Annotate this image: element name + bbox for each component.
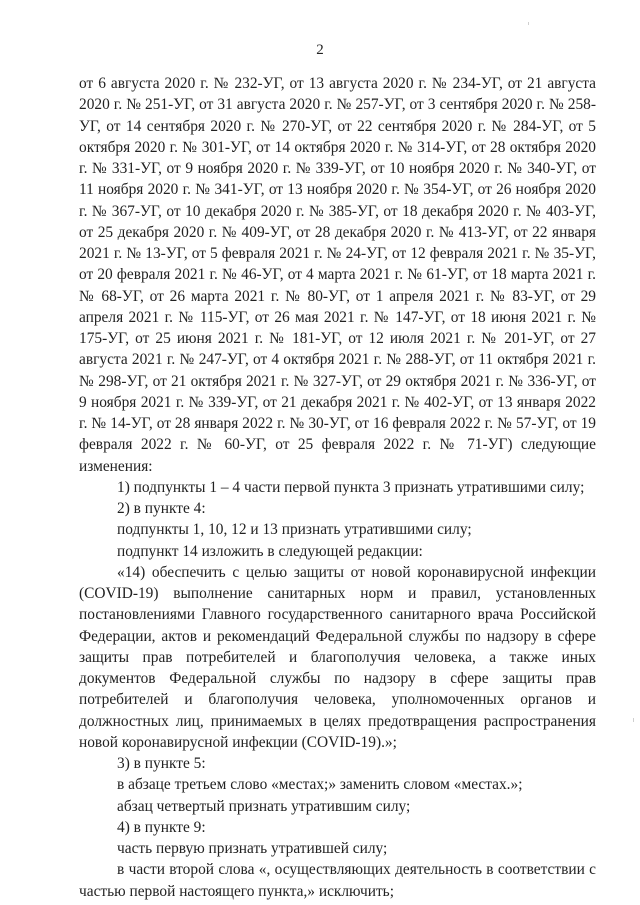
item-4-part-two: в части второй слова «, осуществляющих деятельность в соответствии с частью первой настоящего пункта,» исключить;	[79, 861, 596, 900]
item-3-heading: 3) в пункте 5:	[117, 755, 206, 772]
item-2-subparagraphs-repeal: подпункты 1, 10, 12 и 13 признать утратившими силу;	[117, 521, 472, 539]
item-2-heading: 2) в пункте 4:	[117, 500, 206, 517]
page-number: 2	[316, 42, 324, 58]
item-4-heading: 4) в пункте 9:	[117, 818, 206, 836]
decree-list-paragraph: от 6 августа 2020 г. № 232-УГ, от 13 августа 2020 г. № 234-УГ, от 21 августа 2020 г. № 251-УГ, от 31 августа 2020 г. № 257-УГ, от 3 сентября 2020 г. № 258-УГ, от 14 сентября 2020 г. № 270-УГ, от 22 сентября 2020 г. № 284-УГ, от 5 октября 2020 г. № 301-УГ, от 14 октября 2020 г. № 314-УГ, от 28 октября 2020 г. № 331-УГ, от 9 ноября 2020 г. № 339-УГ, от 10 ноября 2020 г. № 340-УГ, от 11 ноября 2020 г. № 341-УГ, от 13 ноября 2020 г. № 354-УГ, от 26 ноября 2020 г. № 367-УГ, от 10 декабря 2020 г. № 385-УГ, от 18 декабря 2020 г. № 403-УГ, от 25 декабря 2020 г. № 409-УГ, от 28 декабря 2020 г. № 413-УГ, от 22 января 2021 г. № 13-УГ, от 5 февраля 2021 г. № 24-УГ, от 12 февраля 2021 г. № 35-УГ, от 20 февраля 2021 г. № 46-УГ, от 4 марта 2021 г. № 61-УГ, от 18 марта 2021 г. № 68-УГ, от 26 марта 2021 г. № 80-УГ, от 1 апреля 2021 г. № 83-УГ, от 29 апреля 2021 г. № 115-УГ, от 26 мая 2021 г. № 147-УГ, от 18 июня 2021 г. № 175-УГ, от 25 июня 2021 г. № 181-УГ, от 12 июля 2021 г. № 201-УГ, от 27 августа 2021 г. № 247-УГ, от 4 октября 2021 г. № 288-УГ, от 11 октября 2021 г. № 298-УГ, от 21 октября 2021 г. № 327-УГ, от 29 октября 2021 г. № 336-УГ, от 9 ноября 2021 г. № 339-УГ, от 21 декабря 2021 г. № 402-УГ, от 13 января 2022 г. № 14-УГ, от 28 января 2022 г. № 30-УГ, от 16 февраля 2022 г. № 57-УГ, от 19 февраля 2022 г. № 60-УГ, от 25 февраля 2022 г. № 71-УГ) следующие изменения:	[79, 75, 596, 475]
item-1-paragraph: 1) подпункты 1 – 4 части первой пункта 3 признать утратившими силу;	[117, 478, 585, 496]
scan-speck	[633, 718, 634, 722]
item-3-paragraph-four: абзац четвертый признать утратившим силу;	[117, 797, 411, 815]
item-2-subparagraph-14-intro: подпункт 14 изложить в следующей редакции:	[117, 542, 423, 560]
subparagraph-14-text: «14) обеспечить с целью защиты от новой коронавирусной инфекции (COVID-19) выполнение санитарных норм и правил, установленных постановлениями Главного государственного санитарного врача Российской Федерации, актов и рекомендаций Федеральной службы по надзору в сфере защиты прав потребителей и благополучия человека, а также иных документов Федеральной службы по надзору в сфере защиты прав потребителей и благополучия человека, уполномоченных органов и должностных лиц, принимаемых в целях предотвращения распространения новой коронавирусной инфекции (COVID-19).»;	[79, 563, 596, 751]
item-3-paragraph-three: в абзаце третьем слово «местах;» заменить словом «местах.»;	[117, 776, 523, 794]
document-body	[79, 73, 596, 902]
item-4-part-one: часть первую признать утратившей силу;	[117, 840, 388, 857]
scan-speck	[528, 22, 529, 25]
